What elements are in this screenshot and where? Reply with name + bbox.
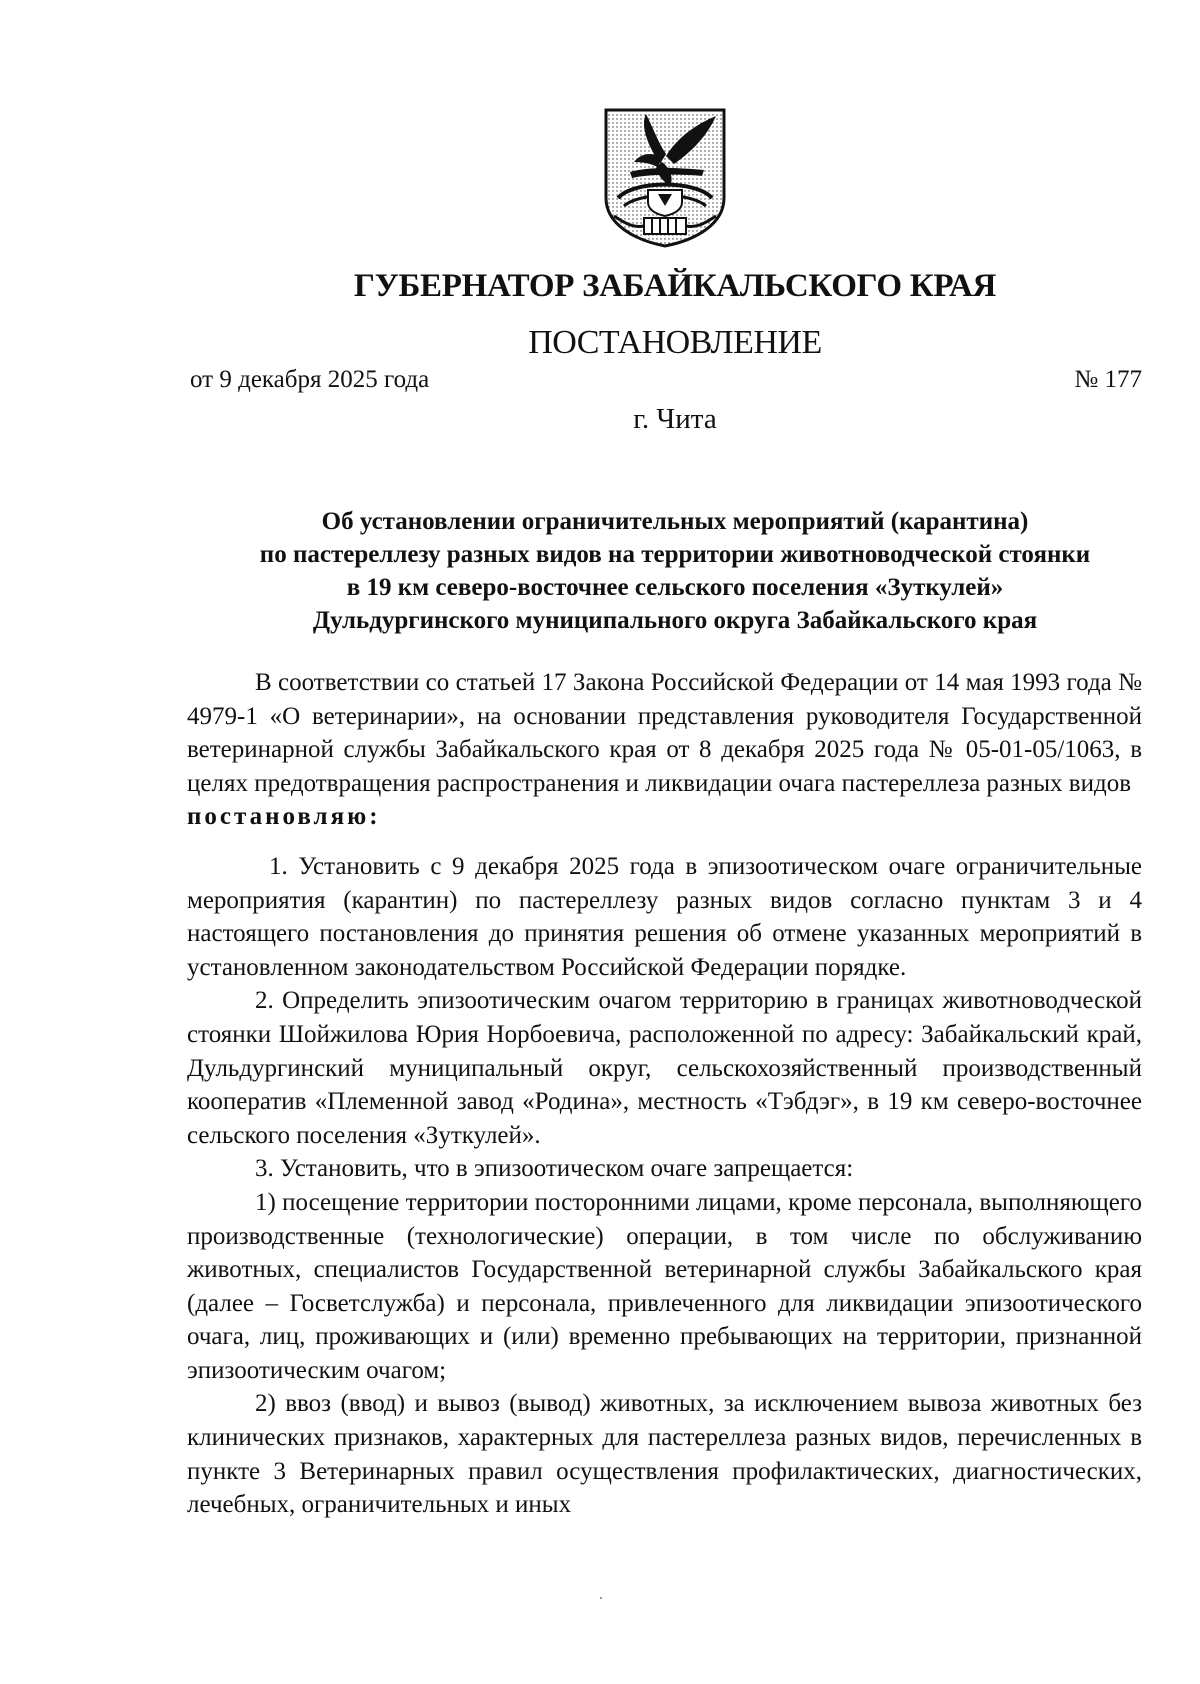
scan-dot xyxy=(600,1597,602,1599)
item-3: 3. Установить, что в эпизоотическом очаге запрещается: xyxy=(255,1155,854,1183)
title-line-1: Об установлении ограничительных мероприятий (карантина) xyxy=(321,508,1029,535)
document-city: г. Чита xyxy=(633,403,717,435)
item-3-subitem-2: 2) ввоз (ввод) и вывоз (вывод) животных, за исключением вывоза животных без клинических признаков, характерных для пастереллеза разных видов, перечисленных в пункте 3 Ветеринарных правил осуществления профилактических, диагностических, лечебных, ограничительных и иных xyxy=(187,1390,1142,1519)
title-line-3: в 19 км северо-восточнее сельского поселения «Зуткулей» xyxy=(346,574,1004,601)
item-1: 1. Установить с 9 декабря 2025 года в эпизоотическом очаге ограничительные мероприятия (карантин) по пастереллезу разных видов согласно пунктам 3 и 4 настоящего постановления до принятия решения об отмене указанных мероприятий в установленном законодательством Российской Федерации порядке. xyxy=(187,852,1142,981)
preamble-text: В соответствии со статьей 17 Закона Российской Федерации от 14 мая 1993 года № 4979-1 «О ветеринарии», на основании представления руководителя Государственной ветеринарной службы Забайкальского края от 8 декабря 2025 года № 05-01-05/1063, в целях предотвращения распространения и ликвидации очага пастереллеза разных видов xyxy=(187,669,1142,797)
document-date: от 9 декабря 2025 года xyxy=(190,366,430,393)
issuing-authority: ГУБЕРНАТОР ЗАБАЙКАЛЬСКОГО КРАЯ xyxy=(353,268,997,304)
document-title xyxy=(150,505,1200,637)
document-number: № 177 xyxy=(1074,366,1142,393)
document-type: ПОСТАНОВЛЕНИЕ xyxy=(528,324,822,361)
decree-word: постановляю: xyxy=(187,803,381,831)
title-line-2: по пастереллезу разных видов на территории животноводческой стоянки xyxy=(259,541,1091,568)
coat-of-arms-icon xyxy=(600,106,730,248)
item-3-subitem-1: 1) посещение территории посторонними лицами, кроме персонала, выполняющего производственные (технологические) операции, в том числе по обслуживанию животных, специалистов Государственной ветеринарной службы Забайкальского края (далее – Госветслужба) и персонала, привлеченного для ликвидации эпизоотического очага, лиц, проживающих и (или) временно пребывающих на территории, признанной эпизоотическим очагом; xyxy=(187,1188,1142,1384)
preamble xyxy=(187,666,1142,834)
document-body xyxy=(187,666,1142,1522)
item-2: 2. Определить эпизоотическим очагом территорию в границах животноводческой стоянки Шойжилова Юрия Норбоевича, расположенной по адресу: Забайкальский край, Дульдургинский муниципальный округ, сельскохозяйственный производственный кооператив «Племенной завод «Родина», местность «Тэбдэг», в 19 км северо-восточнее сельского поселения «Зуткулей». xyxy=(187,987,1142,1149)
title-line-4: Дульдургинского муниципального округа Забайкальского края xyxy=(312,607,1038,634)
